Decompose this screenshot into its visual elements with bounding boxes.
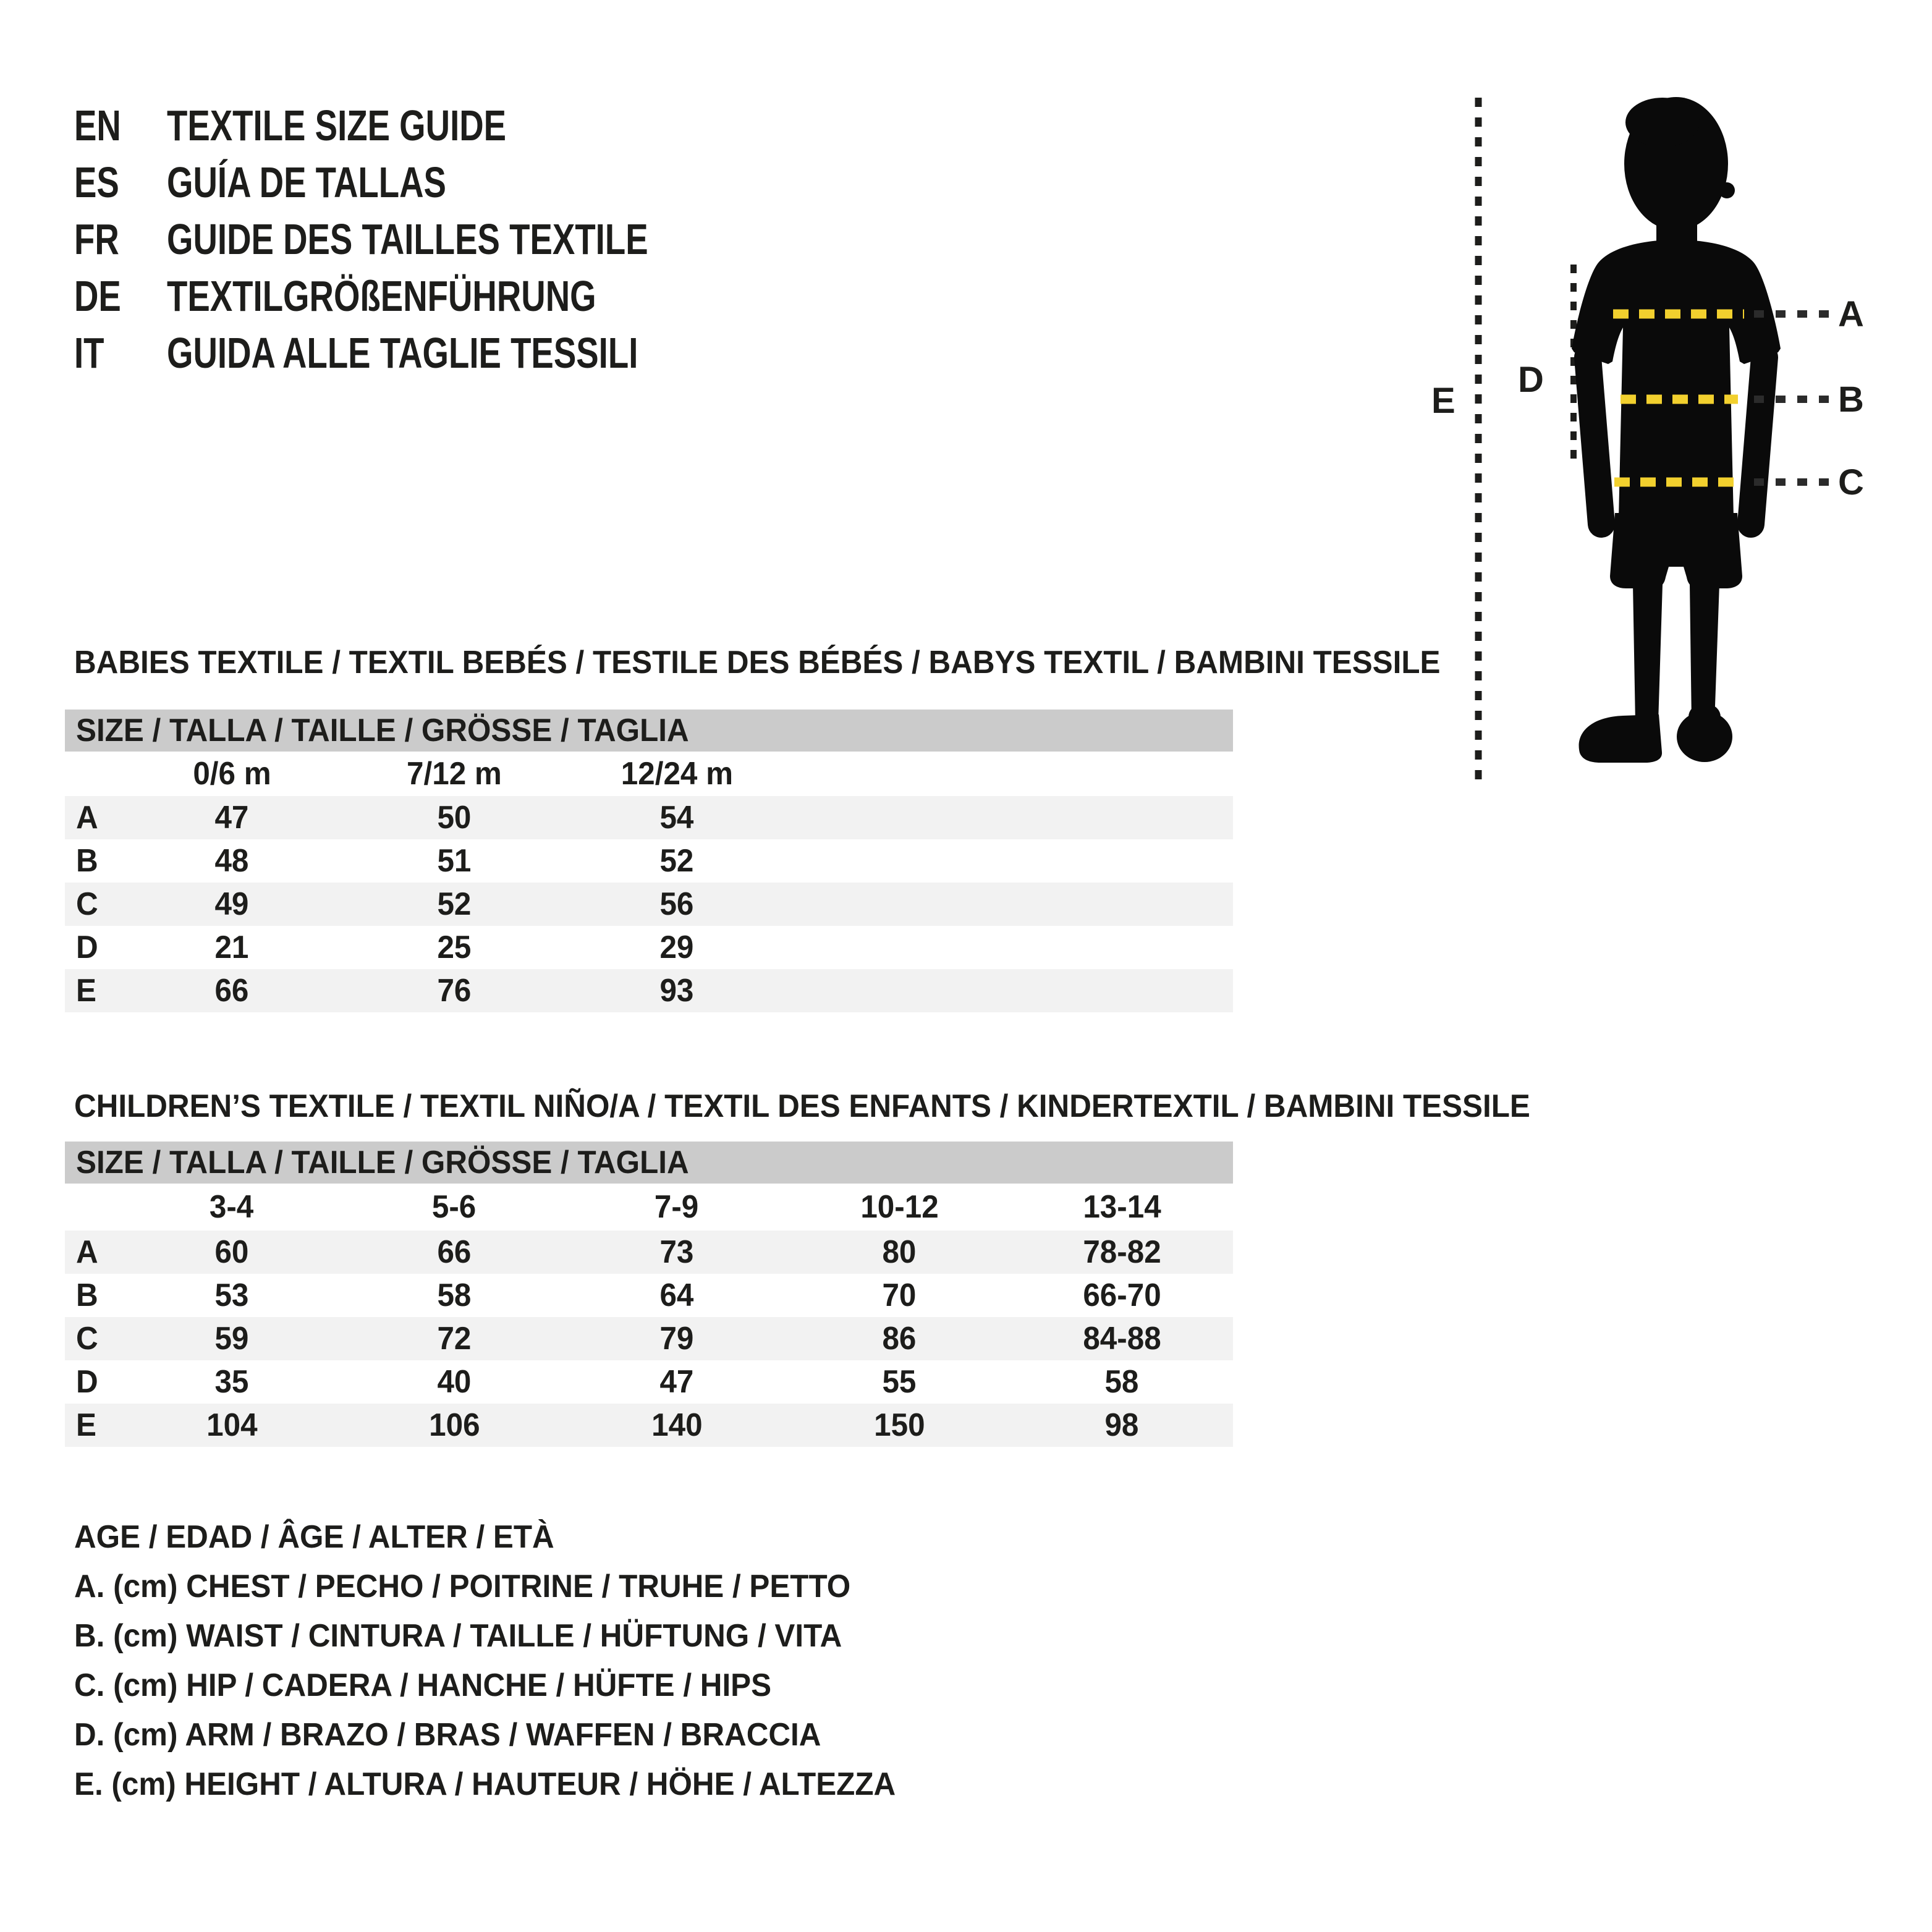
- size-header-bar: [65, 710, 1233, 752]
- table-row: [65, 926, 1233, 969]
- value-cell: [121, 1231, 343, 1274]
- value-cell: [343, 839, 566, 883]
- value-cell: [1010, 969, 1233, 1012]
- language-title-list: [74, 97, 784, 381]
- language-code: IT: [74, 329, 104, 377]
- column-header: [121, 1184, 343, 1231]
- value-text: 86: [882, 1321, 917, 1357]
- row-label-text: D: [76, 930, 98, 965]
- measure-label-C: C: [1838, 462, 1864, 502]
- language-row-en: [74, 97, 784, 154]
- language-row-de: [74, 268, 784, 324]
- table-body: [65, 1231, 1233, 1447]
- value-cell: [566, 969, 788, 1012]
- value-cell: [1010, 1360, 1233, 1404]
- value-text: 72: [437, 1321, 472, 1357]
- table-column-headers: [65, 1184, 1233, 1231]
- measurement-figure: [1397, 87, 1932, 797]
- value-text: 52: [437, 886, 472, 922]
- value-text: 25: [437, 930, 472, 965]
- language-title: GUÍA DE TALLAS: [167, 158, 446, 206]
- value-text: 98: [1104, 1407, 1139, 1443]
- legend-line-hip: C. (cm) HIP / CADERA / HANCHE / HÜFTE / HIPS: [74, 1667, 772, 1703]
- value-cell: [1010, 1274, 1233, 1317]
- value-cell: [121, 796, 343, 839]
- legend-line-arm: D. (cm) ARM / BRAZO / BRAS / WAFFEN / BRACCIA: [74, 1717, 821, 1753]
- babies-section-title: BABIES TEXTILE / TEXTIL BEBÉS / TESTILE DES BÉBÉS / BABYS TEXTIL / BAMBINI TESSILE: [74, 645, 1441, 680]
- row-label-text: E: [76, 1407, 96, 1443]
- value-cell: [121, 1404, 343, 1447]
- value-text: 66: [214, 973, 249, 1009]
- table-row: [65, 796, 1233, 839]
- legend-line-waist: B. (cm) WAIST / CINTURA / TAILLE / HÜFTUNG / VITA: [74, 1618, 842, 1654]
- value-text: 48: [214, 843, 249, 879]
- row-label: [65, 1274, 121, 1317]
- table-column-headers: [65, 752, 1233, 796]
- column-header-spacer: [65, 1184, 121, 1231]
- legend-line-age: AGE / EDAD / ÂGE / ALTER / ETÀ: [74, 1519, 554, 1555]
- children-section-title: CHILDREN’S TEXTILE / TEXTIL NIÑO/A / TEXTIL DES ENFANTS / KINDERTEXTIL / BAMBINI TESSILE: [74, 1088, 1530, 1124]
- column-header-label: 12/24 m: [621, 756, 733, 792]
- value-text: 47: [659, 1364, 694, 1400]
- value-cell: [121, 926, 343, 969]
- language-title: GUIDE DES TAILLES TEXTILE: [167, 215, 648, 263]
- value-cell: [343, 1231, 566, 1274]
- value-cell: [566, 796, 788, 839]
- value-text: 52: [659, 843, 694, 879]
- value-cell: [1010, 1404, 1233, 1447]
- value-cell: [1010, 839, 1233, 883]
- value-cell: [343, 883, 566, 926]
- language-code: ES: [74, 158, 119, 206]
- column-header-label: 7/12 m: [407, 756, 502, 792]
- value-cell: [566, 1404, 788, 1447]
- language-title: TEXTILGRÖßENFÜHRUNG: [167, 272, 596, 320]
- column-header: [566, 752, 788, 796]
- value-text: 40: [437, 1364, 472, 1400]
- value-text: 80: [882, 1234, 917, 1270]
- value-cell: [566, 926, 788, 969]
- value-cell: [121, 1274, 343, 1317]
- value-text: 21: [214, 930, 249, 965]
- table-row: [65, 969, 1233, 1012]
- table-row: [65, 883, 1233, 926]
- column-header: [343, 1184, 566, 1231]
- measure-label-B: B: [1838, 379, 1864, 420]
- measure-label-A: A: [1838, 294, 1864, 334]
- row-label-text: C: [76, 886, 98, 922]
- value-text: 66: [437, 1234, 472, 1270]
- table-row: [65, 1274, 1233, 1317]
- row-label: [65, 1317, 121, 1360]
- measure-label-E: E: [1431, 381, 1455, 421]
- table-row: [65, 1360, 1233, 1404]
- value-text: 50: [437, 800, 472, 836]
- value-text: 73: [659, 1234, 694, 1270]
- value-text: 66-70: [1082, 1277, 1161, 1313]
- value-cell: [1010, 1231, 1233, 1274]
- column-header-spacer: [65, 752, 121, 796]
- row-label: [65, 1231, 121, 1274]
- column-header-label: 3-4: [210, 1189, 254, 1225]
- column-header-label: 7-9: [655, 1189, 699, 1225]
- column-header: [1010, 1184, 1233, 1231]
- value-cell: [343, 796, 566, 839]
- value-cell: [343, 1274, 566, 1317]
- column-header: [788, 752, 1010, 796]
- value-cell: [1010, 926, 1233, 969]
- value-text: 106: [428, 1407, 480, 1443]
- measurement-legend: [74, 1512, 939, 1809]
- language-code: DE: [74, 272, 121, 320]
- value-text: 70: [882, 1277, 917, 1313]
- value-text: 93: [659, 973, 694, 1009]
- row-label-text: C: [76, 1321, 98, 1357]
- value-text: 140: [651, 1407, 703, 1443]
- value-text: 59: [214, 1321, 249, 1357]
- children-size-table: [65, 1142, 1233, 1447]
- row-label-text: D: [76, 1364, 98, 1400]
- language-title: GUIDA ALLE TAGLIE TESSILI: [167, 329, 638, 377]
- value-text: 60: [214, 1234, 249, 1270]
- value-cell: [566, 883, 788, 926]
- table-row: [65, 1317, 1233, 1360]
- column-header-label: 13-14: [1082, 1189, 1161, 1225]
- column-header: [343, 752, 566, 796]
- value-cell: [566, 839, 788, 883]
- language-code: FR: [74, 215, 119, 263]
- value-cell: [788, 926, 1010, 969]
- value-text: 35: [214, 1364, 249, 1400]
- value-text: 47: [214, 800, 249, 836]
- value-cell: [121, 969, 343, 1012]
- value-cell: [343, 1360, 566, 1404]
- language-row-fr: [74, 211, 784, 268]
- value-cell: [788, 1404, 1010, 1447]
- value-text: 150: [873, 1407, 925, 1443]
- language-row-es: [74, 154, 784, 211]
- column-header-label: 10-12: [860, 1189, 939, 1225]
- value-cell: [566, 1360, 788, 1404]
- value-text: 58: [437, 1277, 472, 1313]
- language-code: EN: [74, 101, 121, 150]
- value-cell: [1010, 796, 1233, 839]
- value-text: 79: [659, 1321, 694, 1357]
- row-label-text: B: [76, 843, 98, 879]
- value-text: 64: [659, 1277, 694, 1313]
- value-cell: [788, 969, 1010, 1012]
- table-row: [65, 1231, 1233, 1274]
- value-text: 76: [437, 973, 472, 1009]
- value-cell: [788, 1231, 1010, 1274]
- value-cell: [343, 1404, 566, 1447]
- row-label-text: B: [76, 1277, 98, 1313]
- size-header-label: SIZE / TALLA / TAILLE / GRÖSSE / TAGLIA: [76, 1145, 689, 1180]
- legend-line-height: E. (cm) HEIGHT / ALTURA / HAUTEUR / HÖHE / ALTEZZA: [74, 1766, 896, 1802]
- value-text: 58: [1104, 1364, 1139, 1400]
- row-label: [65, 883, 121, 926]
- value-text: 54: [659, 800, 694, 836]
- row-label: [65, 1360, 121, 1404]
- value-cell: [121, 883, 343, 926]
- value-cell: [788, 883, 1010, 926]
- column-header-label: 5-6: [432, 1189, 477, 1225]
- column-header: [788, 1184, 1010, 1231]
- value-cell: [343, 969, 566, 1012]
- value-cell: [788, 1317, 1010, 1360]
- child-silhouette: [1572, 97, 1781, 763]
- value-cell: [121, 1360, 343, 1404]
- value-cell: [343, 926, 566, 969]
- row-label-text: E: [76, 973, 96, 1009]
- table-row: [65, 839, 1233, 883]
- language-title: TEXTILE SIZE GUIDE: [167, 101, 507, 150]
- row-label: [65, 796, 121, 839]
- column-header: [566, 1184, 788, 1231]
- row-label: [65, 839, 121, 883]
- value-text: 56: [659, 886, 694, 922]
- table-row: [65, 1404, 1233, 1447]
- value-cell: [343, 1317, 566, 1360]
- legend-line-chest: A. (cm) CHEST / PECHO / POITRINE / TRUHE / PETTO: [74, 1569, 851, 1604]
- value-cell: [1010, 1317, 1233, 1360]
- value-cell: [566, 1317, 788, 1360]
- row-label: [65, 969, 121, 1012]
- value-text: 51: [437, 843, 472, 879]
- value-text: 78-82: [1082, 1234, 1161, 1270]
- row-label-text: A: [76, 1234, 98, 1270]
- language-row-it: [74, 324, 784, 381]
- column-header: [121, 752, 343, 796]
- value-cell: [788, 839, 1010, 883]
- row-label: [65, 1404, 121, 1447]
- size-header-label: SIZE / TALLA / TAILLE / GRÖSSE / TAGLIA: [76, 713, 689, 748]
- value-cell: [788, 796, 1010, 839]
- value-text: 29: [659, 930, 694, 965]
- value-cell: [121, 839, 343, 883]
- value-cell: [1010, 883, 1233, 926]
- column-header: [1010, 752, 1233, 796]
- value-cell: [788, 1360, 1010, 1404]
- measure-label-D: D: [1518, 360, 1544, 400]
- value-text: 84-88: [1082, 1321, 1161, 1357]
- value-text: 53: [214, 1277, 249, 1313]
- value-text: 104: [206, 1407, 258, 1443]
- value-text: 49: [214, 886, 249, 922]
- value-text: 55: [882, 1364, 917, 1400]
- table-body: [65, 796, 1233, 1012]
- babies-size-table: [65, 710, 1233, 1012]
- value-cell: [566, 1274, 788, 1317]
- value-cell: [121, 1317, 343, 1360]
- size-header-bar: [65, 1142, 1233, 1184]
- value-cell: [566, 1231, 788, 1274]
- row-label: [65, 926, 121, 969]
- column-header-label: 0/6 m: [192, 756, 271, 792]
- row-label-text: A: [76, 800, 98, 836]
- value-cell: [788, 1274, 1010, 1317]
